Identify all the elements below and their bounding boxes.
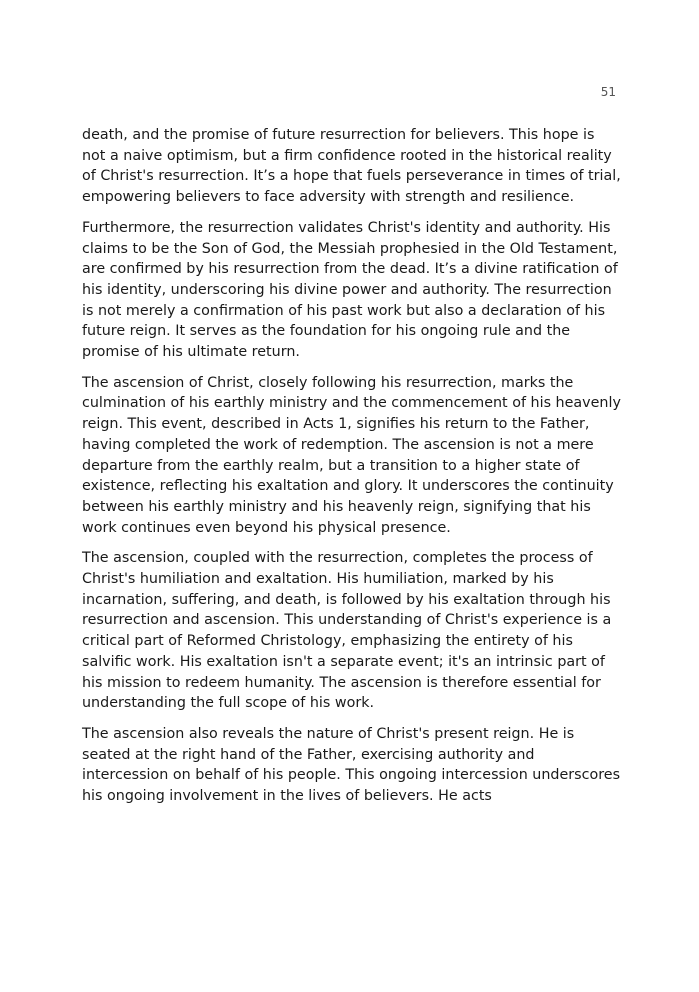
- paragraph-1: death, and the promise of future resurrection for believers. This hope is not a naive optimism, but a firm confidence rooted in the historical reality of Christ's resurrection. It’s a hope that fuels perseverance in times of trial, empowering believers to face adversity with strength and resilience.: [82, 127, 621, 206]
- page-number: 51: [600, 85, 616, 99]
- paragraph-2: Furthermore, the resurrection validates Christ's identity and authority. His claims to be the Son of God, the Messiah prophesied in the Old Testament, are confirmed by his resurrection from the dead. It’s a divine ratification of his identity, underscoring his divine power and authority. The resurrection is not merely a confirmation of his past work but also a declaration of his future reign. It serves as the foundation for his ongoing rule and the promise of his ultimate return.: [82, 219, 618, 361]
- paragraph-5: The ascension also reveals the nature of Christ's present reign. He is seated at the right hand of the Father, exercising authority and intercession on behalf of his people. This ongoing intercession underscores his ongoing involvement in the lives of believers. He acts: [82, 725, 621, 805]
- body-text: [82, 125, 622, 817]
- paragraph-3: The ascension of Christ, closely following his resurrection, marks the culmination of his earthly ministry and the commencement of his heavenly reign. This event, described in Acts 1, signifies his return to the Father, having completed the work of redemption. The ascension is not a mere departure from the earthly realm, but a transition to a higher state of existence, reflecting his exaltation and glory. It underscores the continuity between his earthly ministry and his heavenly reign, signifying that his work continues even beyond his physical presence.: [82, 374, 621, 536]
- paragraph-4: The ascension, coupled with the resurrection, completes the process of Christ's humiliation and exaltation. His humiliation, marked by his incarnation, suffering, and death, is followed by his exaltation through his resurrection and ascension. This understanding of Christ's experience is a critical part of Reformed Christology, emphasizing the entirety of his salvific work. His exaltation isn't a separate event; it's an intrinsic part of his mission to redeem humanity. The ascension is therefore essential for understanding the full scope of his work.: [82, 550, 612, 712]
